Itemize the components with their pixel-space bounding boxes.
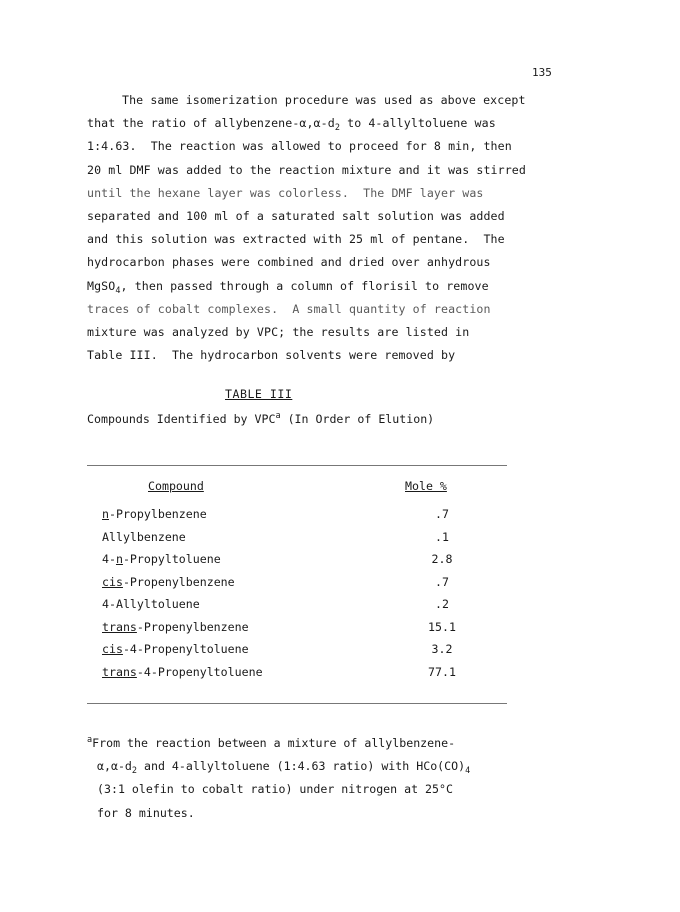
column-header-mole-percent: Mole % <box>405 479 447 493</box>
table-bottom-rule <box>87 703 507 704</box>
mole-percent-value: 15.1 <box>428 619 456 634</box>
footnote-line: $^a$From the reaction between a mixture of allylbenzene- <box>87 735 456 750</box>
column-header-compound: Compound <box>148 479 204 493</box>
mole-percent-value: 2.8 <box>431 552 453 566</box>
paragraph-line: that the ratio of allybenzene-$\alpha,\alpha-d_2$ to 4-allyltoluene was <box>87 116 496 134</box>
table-footnote <box>87 732 557 825</box>
paragraph-line: The same isomerization procedure was used as above except <box>122 93 526 107</box>
paragraph-line: 1:4.63. The reaction was allowed to proceed for 8 min, then <box>87 139 512 154</box>
table-row <box>102 530 472 553</box>
compound-name: Allylbenzene <box>102 529 186 544</box>
table-row <box>102 665 472 688</box>
mole-percent-value: 77.1 <box>428 664 456 679</box>
table-row <box>102 642 472 665</box>
footnote-marker: a <box>275 411 281 421</box>
compound-name: trans-4-Propenyltoluene <box>102 664 263 679</box>
table-row <box>102 575 472 598</box>
table-row <box>102 552 472 575</box>
mole-percent-value: .7 <box>435 507 449 521</box>
footnote-line: (3:1 olefin to cobalt ratio) under nitrogen at 25°C <box>97 782 453 797</box>
paragraph-line: separated and 100 ml of a saturated salt solution was added <box>87 208 505 223</box>
mole-percent-value: 3.2 <box>431 642 453 656</box>
compound-name: cis-4-Propenyltoluene <box>102 642 249 656</box>
table-title: TABLE III <box>225 387 293 401</box>
paragraph-line: hydrocarbon phases were combined and dried over anhydrous <box>87 255 491 270</box>
paragraph-line: MgSO$_4$, then passed through a column of florisil to remove <box>87 278 489 296</box>
footnote-line: $\alpha,\alpha-d_2$ and 4-allyltoluene (1:4.63 ratio) with $HCo(CO)_4$ <box>97 759 471 777</box>
table-row <box>102 597 472 620</box>
page-number: 135 <box>532 66 552 79</box>
paragraph-line: until the hexane layer was colorless. The DMF layer was <box>87 185 484 200</box>
table-row <box>102 507 472 530</box>
paragraph-line: 20 ml DMF was added to the reaction mixture and it was stirred <box>87 162 526 177</box>
compound-name: 4-n-Propyltoluene <box>102 552 221 566</box>
compound-name: 4-Allyltoluene <box>102 597 200 611</box>
footnote-line: for 8 minutes. <box>97 805 195 820</box>
footnote-marker: a <box>87 735 93 745</box>
mole-percent-value: .1 <box>435 529 449 544</box>
table-caption: Compounds Identified by VPC$^a$ (In Order of Elution) <box>87 411 435 426</box>
paragraph-line: traces of cobalt complexes. A small quantity of reaction <box>87 301 491 316</box>
table-body <box>102 507 472 687</box>
paragraph-line: and this solution was extracted with 25 ml of pentane. The <box>87 232 505 247</box>
table-top-rule <box>87 465 507 466</box>
compound-name: n-Propylbenzene <box>102 507 207 521</box>
table-row <box>102 620 472 643</box>
paragraph-line: mixture was analyzed by VPC; the results are listed in <box>87 324 470 339</box>
mole-percent-value: .2 <box>435 597 449 611</box>
compound-name: trans-Propenylbenzene <box>102 619 249 634</box>
body-paragraph <box>87 89 557 367</box>
paragraph-line: Table III. The hydrocarbon solvents were removed by <box>87 348 456 363</box>
compound-name: cis-Propenylbenzene <box>102 574 235 589</box>
mole-percent-value: .7 <box>435 574 449 589</box>
